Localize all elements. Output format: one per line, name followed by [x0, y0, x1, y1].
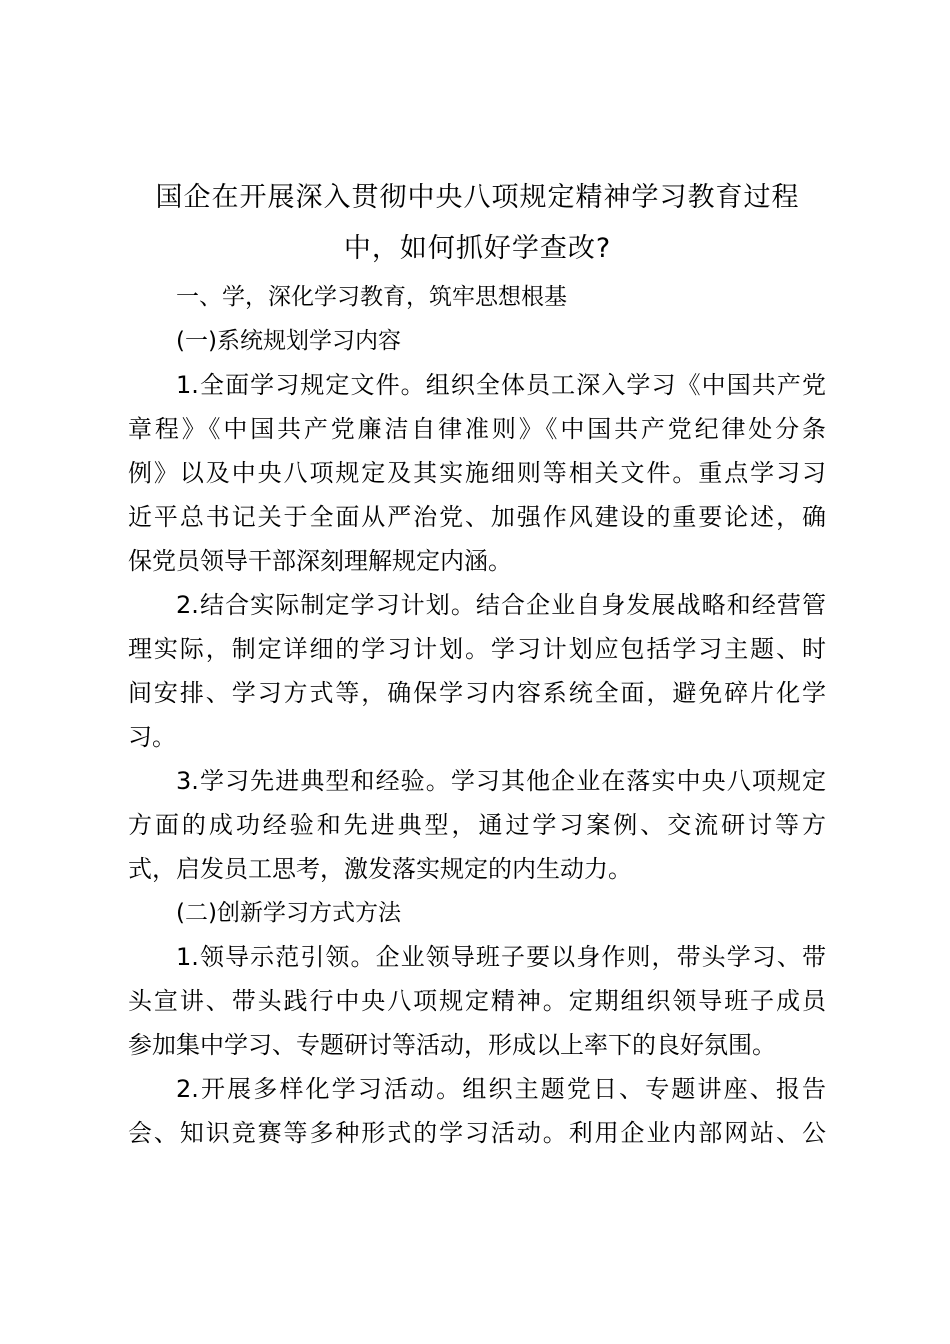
- paragraph-line: 例》以及中央八项规定及其实施细则等相关文件。重点学习习: [128, 459, 826, 487]
- paragraph-line: 间安排、学习方式等，确保学习内容系统全面，避免碎片化学: [128, 679, 826, 707]
- paragraph-line: 保党员领导干部深刻理解规定内涵。: [128, 547, 512, 575]
- paragraph-line: 头宣讲、带头践行中央八项规定精神。定期组织领导班子成员: [128, 987, 826, 1015]
- subsection-heading: (一)系统规划学习内容: [176, 328, 401, 354]
- paragraph: [128, 935, 826, 1067]
- paragraph: [128, 759, 826, 891]
- paragraph-line: 会、知识竞赛等多种形式的学习活动。利用企业内部网站、公: [128, 1119, 826, 1147]
- title-line: 国企在开展深入贯彻中央八项规定精神学习教育过程: [155, 182, 800, 213]
- paragraph-line: 1.全面学习规定文件。组织全体员工深入学习《中国共产党: [176, 371, 826, 399]
- paragraph: [128, 583, 826, 759]
- document-body: [128, 275, 826, 1155]
- paragraph: [128, 363, 826, 583]
- paragraph-line: 3.学习先进典型和经验。学习其他企业在落实中央八项规定: [176, 767, 826, 795]
- paragraph-line: 2.开展多样化学习活动。组织主题党日、专题讲座、报告: [176, 1075, 826, 1103]
- section-heading: 一、学，深化学习教育，筑牢思想根基: [176, 284, 567, 310]
- paragraph-line: 章程》《中国共产党廉洁自律准则》《中国共产党纪律处分条: [128, 415, 826, 443]
- paragraph-line: 理实际，制定详细的学习计划。学习计划应包括学习主题、时: [128, 635, 826, 663]
- paragraph-line: 2.结合实际制定学习计划。结合企业自身发展战略和经营管: [176, 591, 826, 619]
- subsection-heading: (二)创新学习方式方法: [176, 900, 401, 926]
- title-line: 中，如何抓好学查改?: [343, 233, 612, 264]
- paragraph-line: 式，启发员工思考，激发落实规定的内生动力。: [128, 855, 632, 883]
- paragraph-line: 方面的成功经验和先进典型，通过学习案例、交流研讨等方: [128, 811, 826, 839]
- paragraph-line: 1.领导示范引领。企业领导班子要以身作则，带头学习、带: [176, 943, 826, 971]
- paragraph-line: 近平总书记关于全面从严治党、加强作风建设的重要论述，确: [128, 503, 826, 531]
- document-title: [130, 172, 825, 274]
- paragraph: [128, 1067, 826, 1155]
- paragraph-line: 参加集中学习、专题研讨等活动，形成以上率下的良好氛围。: [128, 1031, 776, 1059]
- paragraph-line: 习。: [128, 723, 176, 751]
